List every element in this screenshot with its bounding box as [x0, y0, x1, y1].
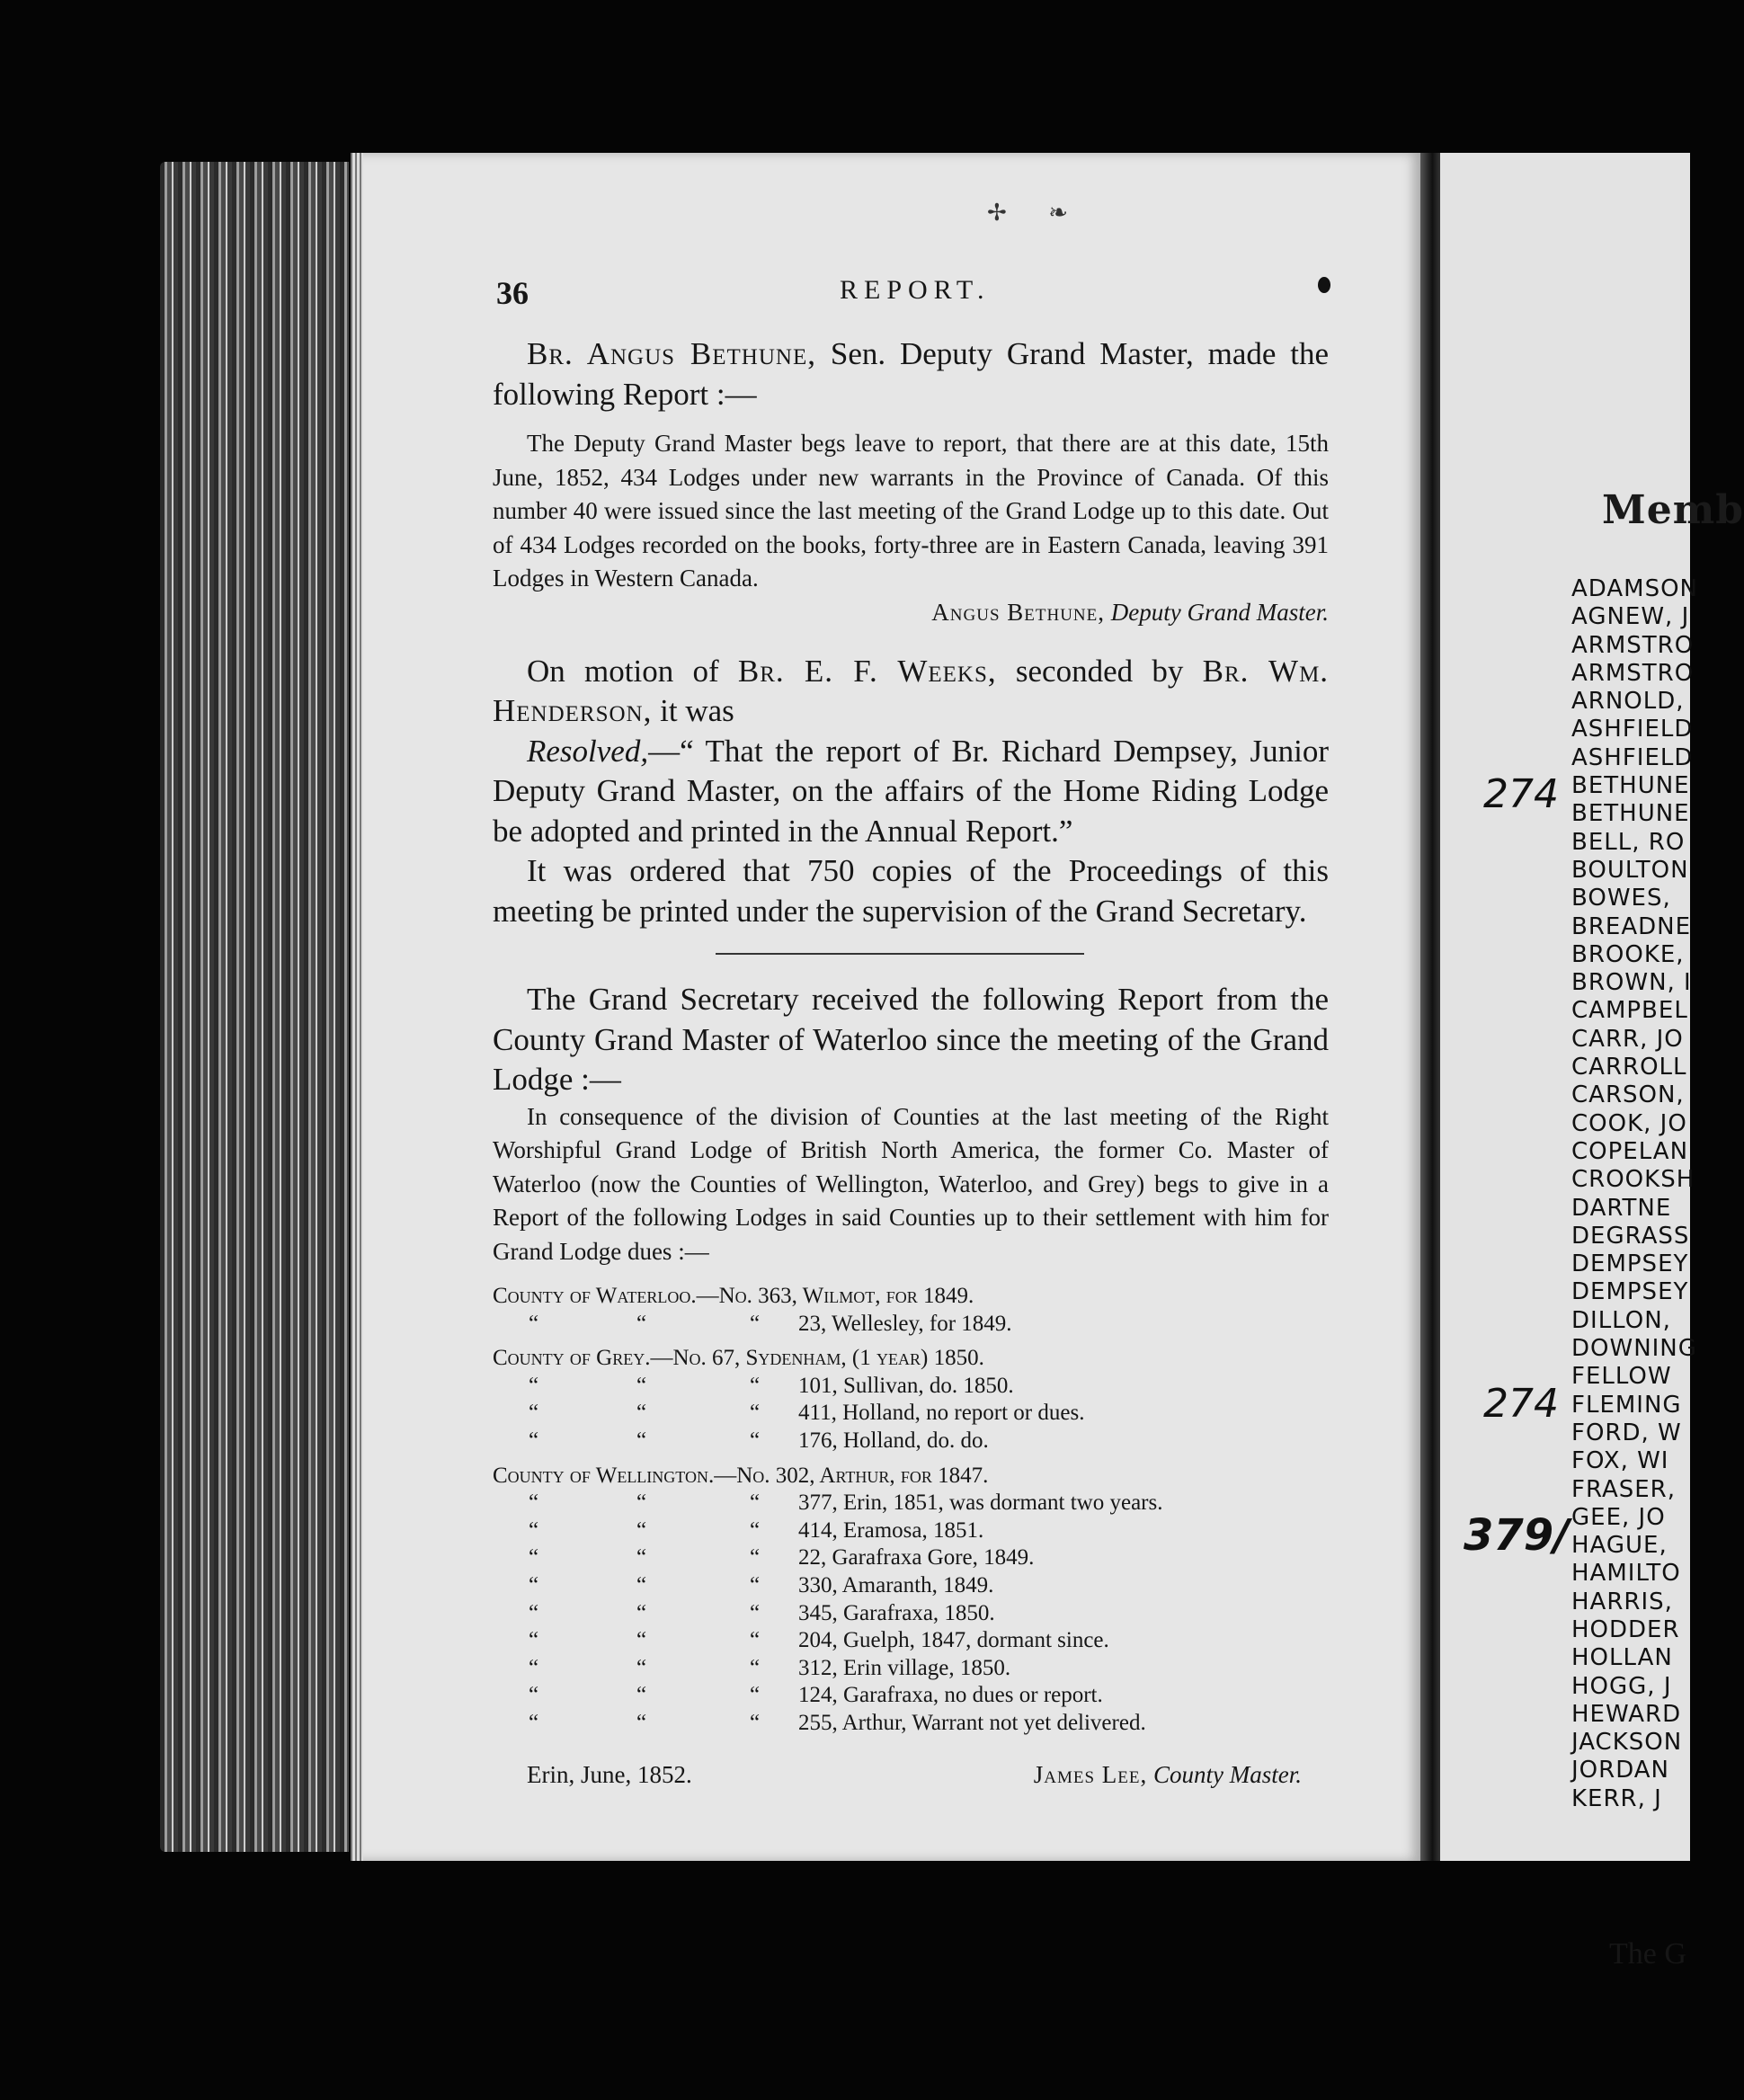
lodge-entry: 255, Arthur, Warrant not yet delivered. — [798, 1710, 1146, 1735]
member-name-list — [1571, 575, 1698, 1813]
member-name: ARMSTRO — [1571, 631, 1695, 659]
lodge-row — [493, 1655, 1302, 1683]
book-page-edges — [160, 162, 349, 1852]
lodge-row — [493, 1400, 1302, 1428]
lodge-row — [493, 1338, 1302, 1373]
ditto-mark: “ — [636, 1710, 647, 1735]
lodge-row — [493, 1276, 1302, 1311]
member-name: ARNOLD, — [1571, 688, 1685, 716]
member-name: AGNEW, J — [1571, 603, 1690, 631]
member-name: BOWES, — [1571, 885, 1671, 912]
lodge-entry: 377, Erin, 1851, was dormant two years. — [798, 1490, 1163, 1516]
right-page-bottom-text: The G — [1609, 1937, 1686, 1971]
county-master-signature — [1034, 1761, 1302, 1789]
lodge-row — [493, 1490, 1302, 1517]
lodge-row — [493, 1428, 1302, 1455]
page-number: 36 — [496, 275, 529, 311]
county-heading: County of Waterloo.—No. 363, Wilmot, for 1849. — [493, 1284, 974, 1308]
resolved-label: Resolved, — [527, 733, 649, 769]
motion-text-3: it was — [660, 693, 734, 728]
member-name: BETHUNE — [1571, 800, 1690, 828]
lodge-row — [493, 1544, 1302, 1572]
lodge-row — [493, 1572, 1302, 1600]
ditto-mark: “ — [750, 1628, 761, 1653]
member-name: HARRIS, — [1571, 1588, 1673, 1615]
ditto-mark: “ — [529, 1311, 539, 1336]
member-name: HOGG, J — [1571, 1672, 1672, 1700]
ditto-mark: “ — [636, 1490, 647, 1516]
waterloo-intro: The Grand Secretary received the following Report from the County Grand Master of Waterloo since the meeting of the Grand Lodge :— — [493, 982, 1329, 1097]
member-name: JORDAN — [1571, 1757, 1669, 1784]
lodge-row — [493, 1682, 1302, 1710]
ditto-mark: “ — [529, 1517, 539, 1543]
lodge-row — [493, 1455, 1302, 1490]
lodge-entry: 204, Guelph, 1847, dormant since. — [798, 1628, 1109, 1653]
member-name: JACKSON — [1571, 1729, 1683, 1757]
report-footer — [493, 1761, 1329, 1789]
lodge-entry: 345, Garafraxa, 1850. — [798, 1600, 995, 1625]
motion-seconder: Br. Wm. Henderson, — [493, 653, 1330, 728]
resolution — [493, 732, 1329, 852]
ditto-mark: “ — [750, 1572, 761, 1597]
ditto-mark: “ — [750, 1311, 761, 1336]
lodge-entry: 176, Holland, do. do. — [798, 1428, 989, 1453]
member-name: BOULTON — [1571, 856, 1689, 884]
lodge-entry: 23, Wellesley, for 1849. — [798, 1311, 1012, 1336]
ditto-mark: “ — [529, 1545, 539, 1571]
lodge-row — [493, 1373, 1302, 1401]
member-name: BELL, RO — [1571, 828, 1686, 856]
ditto-mark: “ — [529, 1373, 539, 1398]
report-signature — [493, 596, 1329, 628]
ditto-mark: “ — [636, 1600, 647, 1625]
member-name: ASHFIELD — [1571, 743, 1694, 771]
lodge-entry: 330, Amaranth, 1849. — [798, 1572, 994, 1597]
ditto-mark: “ — [636, 1545, 647, 1571]
ditto-mark: “ — [529, 1572, 539, 1597]
member-name: ARMSTRO — [1571, 659, 1695, 687]
ditto-mark: “ — [750, 1373, 761, 1398]
report-body: The Deputy Grand Master begs leave to report, that there are at this date, 15th June, 1852, 434 Lodges under new warrants in the Province of Canada. Of this number 40 were issued since the last meeting of the Grand Lodge up to this date. Out of 434 Lodges recorded on the books, forty-three are in Eastern Canada, leaving 391 Lodges in Western Canada. — [493, 430, 1329, 592]
member-name: GEE, JO — [1571, 1503, 1666, 1531]
county-heading: County of Wellington.—No. 302, Arthur, for 1847. — [493, 1463, 989, 1488]
ditto-mark: “ — [529, 1600, 539, 1625]
member-name: DEMPSEY — [1571, 1278, 1689, 1306]
member-name: KERR, J — [1571, 1784, 1662, 1812]
ditto-mark: “ — [529, 1655, 539, 1680]
signature-title: Deputy Grand Master. — [1110, 598, 1329, 626]
place-date: Erin, June, 1852. — [527, 1760, 692, 1788]
member-name: DEMPSEY — [1571, 1250, 1689, 1278]
member-name: FELLOW — [1571, 1363, 1672, 1391]
member-name: HOLLAN — [1571, 1644, 1673, 1672]
lodge-entry: 22, Garafraxa Gore, 1849. — [798, 1545, 1035, 1571]
ditto-mark: “ — [750, 1428, 761, 1453]
member-name: FORD, W — [1571, 1419, 1682, 1446]
ditto-mark: “ — [636, 1401, 647, 1426]
ditto-mark: “ — [750, 1517, 761, 1543]
ditto-mark: “ — [750, 1490, 761, 1516]
resolved-text: —“ That the report of Br. Richard Dempsey, Junior Deputy Grand Master, on the affairs of the Home Riding Lodge be adopted and printed in the Annual Report.” — [493, 733, 1329, 849]
member-name: FLEMING — [1571, 1391, 1682, 1419]
right-page-title: Memb — [1602, 487, 1744, 533]
member-name: BETHUNE — [1571, 772, 1690, 800]
lodge-table — [493, 1276, 1302, 1738]
ditto-mark: “ — [636, 1311, 647, 1336]
running-title: REPORT. — [840, 275, 991, 305]
member-name: DILLON, — [1571, 1306, 1671, 1334]
member-name: CARR, JO — [1571, 1025, 1684, 1053]
member-name: CAMPBEL — [1571, 997, 1688, 1025]
lodge-entry: 101, Sullivan, do. 1850. — [798, 1373, 1014, 1398]
lodge-entry: 411, Holland, no report or dues. — [798, 1401, 1085, 1426]
ditto-mark: “ — [636, 1517, 647, 1543]
ditto-mark: “ — [636, 1683, 647, 1708]
report-intro — [493, 334, 1329, 414]
lodge-row — [493, 1627, 1302, 1655]
signer-title: County Master. — [1153, 1760, 1302, 1788]
ditto-mark: “ — [529, 1710, 539, 1735]
ditto-mark: “ — [636, 1428, 647, 1453]
handwritten-note-2: 274 — [1483, 1381, 1559, 1427]
member-name: CARROLL — [1571, 1054, 1687, 1081]
motion-paragraph — [493, 652, 1329, 732]
printer-ornament: ✢ ❧ — [987, 200, 1087, 226]
member-name: ASHFIELD — [1571, 716, 1694, 743]
ditto-mark: “ — [529, 1401, 539, 1426]
right-page — [1440, 153, 1744, 1971]
member-name: FRASER, — [1571, 1475, 1677, 1503]
ditto-mark: “ — [750, 1655, 761, 1680]
page-content — [493, 334, 1329, 1789]
ditto-mark: “ — [636, 1655, 647, 1680]
ditto-mark: “ — [750, 1710, 761, 1735]
handwritten-note-3: 379/ — [1464, 1510, 1570, 1561]
ditto-mark: “ — [529, 1628, 539, 1653]
lodge-entry: 124, Garafraxa, no dues or report. — [798, 1683, 1103, 1708]
member-name: FOX, WI — [1571, 1447, 1669, 1475]
signer-name: James Lee, — [1033, 1760, 1148, 1788]
ditto-mark: “ — [636, 1628, 647, 1653]
motion-text-1: On motion of — [527, 653, 719, 689]
lodge-row — [493, 1311, 1302, 1339]
lodge-entry: 312, Erin village, 1850. — [798, 1655, 1011, 1680]
member-name: COPELAN — [1571, 1137, 1689, 1165]
report-intro-text: Sen. Deputy Grand Master, made the following Report :— — [493, 336, 1330, 412]
ink-dot — [1318, 277, 1330, 293]
ditto-mark: “ — [529, 1683, 539, 1708]
lodge-row — [493, 1600, 1302, 1628]
member-name: CROOKSH — [1571, 1166, 1695, 1194]
member-name: HAGUE, — [1571, 1532, 1668, 1560]
member-name: BROWN, I — [1571, 969, 1692, 997]
lodge-row — [493, 1517, 1302, 1545]
member-name: ADAMSON — [1571, 575, 1698, 602]
motion-text-2: seconded by — [1015, 653, 1184, 689]
member-name: BROOKE, — [1571, 940, 1685, 968]
member-name: HODDER — [1571, 1615, 1680, 1643]
lodge-row — [493, 1710, 1302, 1738]
ditto-mark: “ — [529, 1428, 539, 1453]
member-name: DOWNING — [1571, 1335, 1697, 1363]
report-author: Br. Angus Bethune, — [527, 336, 816, 371]
waterloo-body: In consequence of the division of Counties at the last meeting of the Right Worshipful Grand Lodge of British North America, the former Co. Master of Waterloo (now the Counties of Wellington, Waterloo, and Grey) begs to give in a Report of the following Lodges in said Counties up to their settlement with him for Grand Lodge dues :— — [493, 1102, 1329, 1265]
member-name: HEWARD — [1571, 1700, 1682, 1728]
member-name: COOK, JO — [1571, 1109, 1687, 1137]
ditto-mark: “ — [750, 1545, 761, 1571]
county-heading: County of Grey.—No. 67, Sydenham, (1 year) 1850. — [493, 1346, 984, 1371]
ditto-mark: “ — [750, 1401, 761, 1426]
member-name: DARTNE — [1571, 1194, 1672, 1222]
printing-order: It was ordered that 750 copies of the Proceedings of this meeting be printed under the supervision of the Grand Secretary. — [493, 853, 1329, 929]
ditto-mark: “ — [636, 1572, 647, 1597]
lodge-entry: 414, Eramosa, 1851. — [798, 1517, 984, 1543]
book-gutter — [1420, 153, 1440, 1861]
ditto-mark: “ — [529, 1490, 539, 1516]
member-name: HAMILTO — [1571, 1560, 1681, 1588]
member-name: CARSON, — [1571, 1081, 1685, 1109]
ditto-mark: “ — [636, 1373, 647, 1398]
member-name: DEGRASS — [1571, 1222, 1690, 1250]
section-rule — [716, 953, 1084, 955]
handwritten-note-1: 274 — [1483, 771, 1559, 817]
member-name: BREADNE — [1571, 912, 1692, 940]
motion-mover: Br. E. F. Weeks, — [737, 653, 997, 689]
ditto-mark: “ — [750, 1683, 761, 1708]
ditto-mark: “ — [750, 1600, 761, 1625]
signature-name: Angus Bethune, — [931, 598, 1106, 626]
